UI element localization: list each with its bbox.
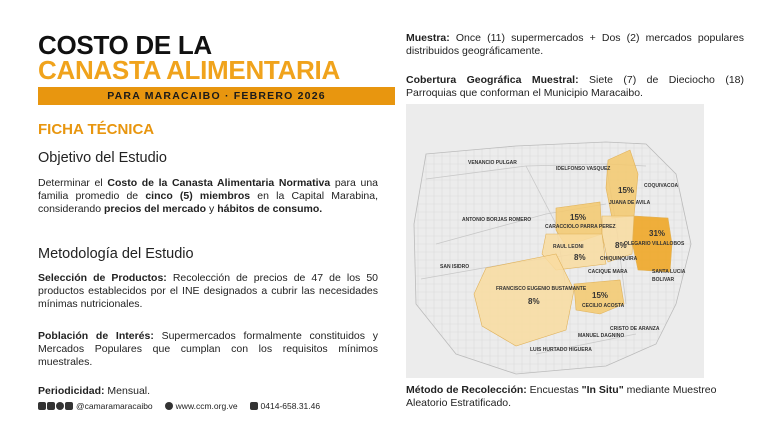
- parish-label: SANTA LUCIA: [652, 269, 686, 275]
- globe-icon: [165, 402, 173, 410]
- pct-juana-de-avila: 15%: [618, 186, 635, 195]
- instagram-icon: [38, 402, 46, 410]
- objetivo-text-d: cinco (5) miembros: [145, 190, 251, 202]
- poblacion-label: Población de Interés:: [38, 330, 154, 342]
- muestra-text: Once (11) supermercados + Dos (2) mercados populares distribuidos geográficamente.: [406, 32, 744, 57]
- objetivo-text-f: precios del mercado: [103, 203, 207, 215]
- pct-chiquinquira: 8%: [615, 241, 627, 250]
- seleccion-label: Selección de Productos:: [38, 272, 167, 284]
- region-juana-de-avila: [606, 150, 638, 218]
- parish-label: CRISTO DE ARANZA: [610, 326, 660, 332]
- x-icon: [65, 402, 73, 410]
- parish-label: LUIS HURTADO HIGUERA: [530, 347, 592, 353]
- poblacion-paragraph: [38, 330, 378, 369]
- parish-label: VENANCIO PULGAR: [468, 160, 517, 166]
- title-line-1: COSTO DE LA: [38, 30, 212, 60]
- objetivo-paragraph: [38, 177, 378, 216]
- parish-label: CECILIO ACOSTA: [582, 303, 625, 309]
- pct-bustamante: 8%: [528, 297, 540, 306]
- objetivo-heading: Objetivo del Estudio: [38, 150, 167, 166]
- social-handle: @camaramaracaibo: [76, 401, 153, 411]
- seleccion-paragraph: [38, 272, 378, 311]
- footer: [38, 400, 332, 412]
- metodologia-heading: Metodología del Estudio: [38, 246, 194, 262]
- objetivo-text-h: hábitos de consumo.: [217, 203, 323, 215]
- phone: 0414-658.31.46: [260, 401, 321, 411]
- subtitle-text: PARA MARACAIBO · FEBRERO 2026: [107, 90, 326, 102]
- subtitle-bar: [38, 87, 395, 105]
- metodo-label: Método de Recolección:: [406, 384, 527, 396]
- parish-label: CACIQUE MARA: [588, 269, 628, 275]
- web-group[interactable]: [165, 401, 238, 411]
- parish-label: RAUL LEONI: [553, 244, 584, 250]
- parish-label: FRANCISCO EUGENIO BUSTAMANTE: [496, 286, 587, 292]
- parish-map: [406, 104, 704, 378]
- parish-label: SAN ISIDRO: [440, 264, 470, 270]
- cobertura-text: Siete (7) de Dieciocho (18) Parroquias que conforman el Municipio Maracaibo.: [406, 74, 744, 99]
- parish-label: ANTONIO BORJAS ROMERO: [462, 217, 532, 223]
- pct-caracciolo: 15%: [570, 213, 587, 222]
- metodo-paragraph: [406, 384, 744, 410]
- pct-olegario: 31%: [649, 229, 666, 238]
- parish-label: JUANA DE AVILA: [609, 200, 651, 206]
- objetivo-text-b: Costo de la Canasta Alimentaria Normativa: [107, 177, 331, 189]
- metodo-bold: "In Situ": [581, 384, 624, 396]
- pct-cecilio: 15%: [592, 291, 609, 300]
- section-title: FICHA TÉCNICA: [38, 121, 155, 138]
- periodicidad-label: Periodicidad:: [38, 385, 105, 397]
- poblacion-text: Supermercados formalmente constituidos y Mercados Populares que cumplan con los requisitos mínimos muestrales.: [38, 330, 378, 368]
- periodicidad-text: Mensual.: [104, 385, 151, 397]
- metodo-mid: Encuestas: [526, 384, 582, 396]
- cobertura-label: Cobertura Geográfica Muestral:: [406, 74, 579, 86]
- objetivo-text-e: en la Capital Marabina, considerando: [38, 190, 378, 215]
- muestra-paragraph: [406, 32, 744, 58]
- objetivo-text-c: para una familia promedio de: [38, 177, 378, 202]
- website: www.ccm.org.ve: [175, 401, 238, 411]
- social-group[interactable]: [38, 401, 153, 411]
- parish-label: IDELFONSO VASQUEZ: [556, 166, 611, 172]
- parish-label: BOLIVAR: [652, 277, 675, 283]
- whatsapp-icon: [250, 402, 258, 410]
- parish-label: CHIQUINQUIRA: [600, 256, 638, 262]
- threads-icon: [56, 402, 64, 410]
- periodicidad-paragraph: [38, 385, 378, 398]
- pct-raul-leoni: 8%: [574, 253, 586, 262]
- facebook-icon: [47, 402, 55, 410]
- metodo-text: mediante Muestreo Aleatorio Estratificado.: [406, 384, 717, 409]
- parish-label: CARACCIOLO PARRA PEREZ: [545, 224, 616, 230]
- seleccion-text: Recolección de precios de 47 de los 50 productos establecidos por el INE designados a cubrir las necesidades mínimas nutricionales.: [38, 272, 379, 310]
- parish-label: OLEGARIO VILLALOBOS: [624, 241, 685, 247]
- cobertura-paragraph: [406, 74, 744, 100]
- parish-label: COQUIVACOA: [644, 183, 679, 189]
- objetivo-text-g: y: [206, 203, 218, 215]
- phone-group[interactable]: [250, 401, 321, 411]
- title-line-2: CANASTA ALIMENTARIA: [38, 55, 340, 85]
- muestra-label: Muestra:: [406, 32, 450, 44]
- parish-label: MANUEL DAGNINO: [578, 333, 625, 339]
- objetivo-text-a: Determinar el: [38, 177, 108, 189]
